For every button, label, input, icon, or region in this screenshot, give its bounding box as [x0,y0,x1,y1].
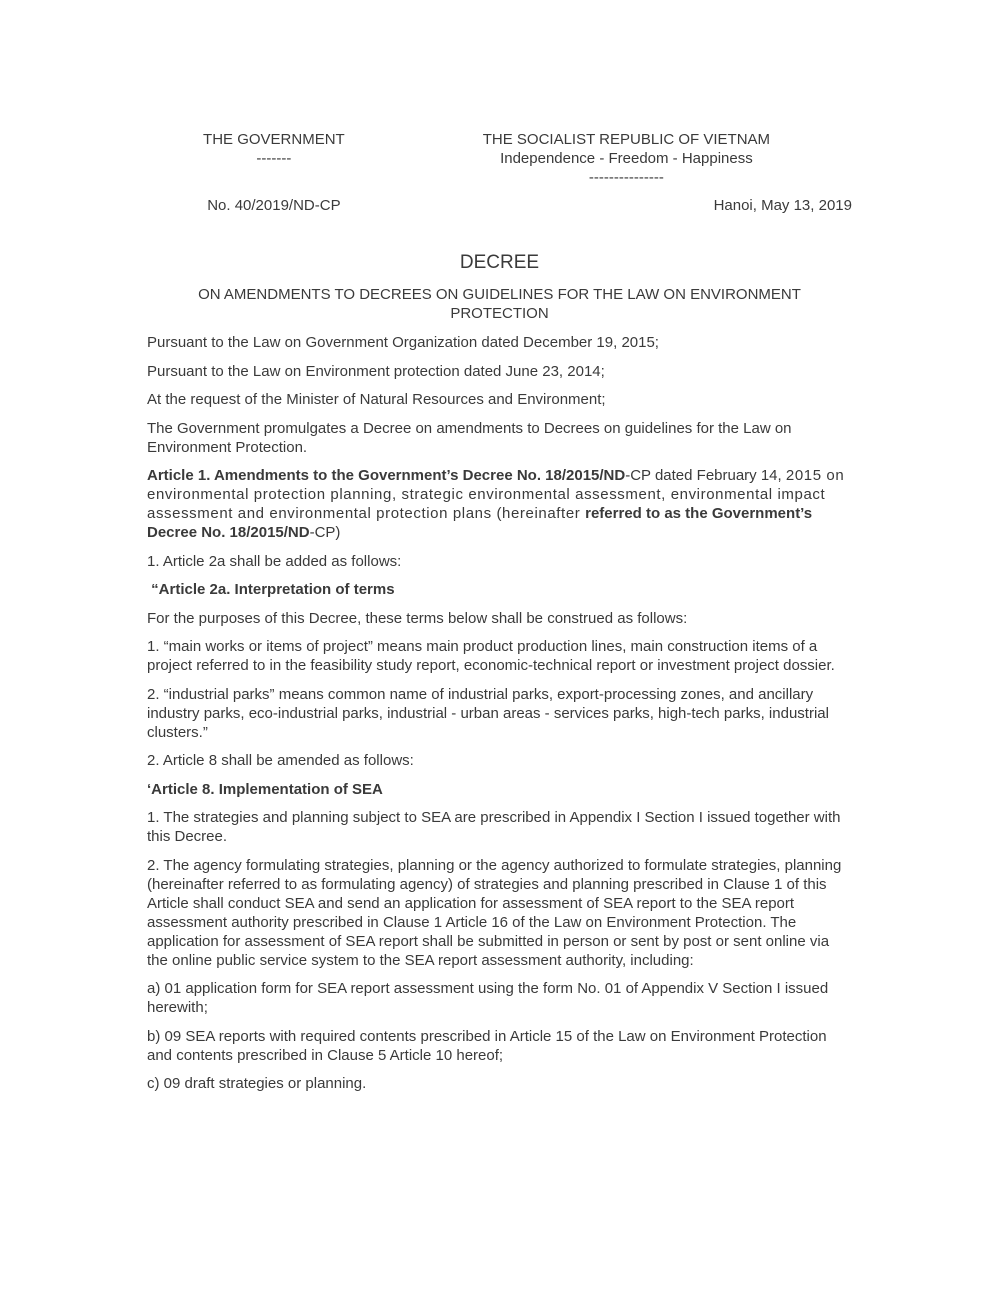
body-text: For the purposes of this Decree, these terms below shall be construed as follows: [147,609,688,627]
place-date: Hanoi, May 13, 2019 [713,197,852,214]
country-name: THE SOCIALIST REPUBLIC OF VIETNAM [482,131,771,148]
paragraph [147,1027,852,1065]
paragraph [147,390,852,409]
body-text: -CP) [309,524,341,541]
paragraph [147,685,852,742]
motto-rule: --------------- [588,169,664,186]
bold-text: ‘Article 8. Implementation of SEA [147,780,383,798]
bold-text: Article 1. Amendments to the Government’s Decree No. 18/2015/ND [147,467,626,484]
paragraph [147,1074,852,1093]
body-text: The Government promulgates a Decree on amendments to Decrees on guidelines for the Law on Environment Protection. [147,419,796,456]
doc-type-title: DECREE [459,252,540,273]
paragraph [147,856,852,970]
national-motto: Independence - Freedom - Happiness [500,150,753,167]
paragraph [147,979,852,1017]
body-text: 1. Article 2a shall be added as follows: [147,552,402,570]
document-header [147,130,852,187]
document-meta-row [147,196,852,215]
paragraph [147,609,852,628]
doc-subject: ON AMENDMENTS TO DECREES ON GUIDELINES FOR THE LAW ON ENVIRONMENT PROTECTION [198,286,801,322]
doc-number: No. 40/2019/ND-CP [207,197,341,214]
paragraph [147,637,852,675]
paragraph [147,751,852,770]
national-block [401,130,852,187]
body-text: 2. The agency formulating strategies, planning or the agency authorized to formulate strategies, planning (hereinafter referred to as formulating agency) of strategies and planning prescribed in Clause 1 of this Article shall conduct SEA and send an application for assessment of SEA report to the SEA report assessment authority prescribed in Clause 1 Article 16 of the Law on Environment Protection. The application for assessment of SEA report shall be submitted in person or sent by post or sent online via the online public service system to the SEA report assessment authority, including: [147,856,846,969]
paragraph [147,780,852,799]
body-text: 1. The strategies and planning subject to SEA are prescribed in Appendix I Section I issued together with this Decree. [147,809,845,845]
title-block [147,252,852,323]
paragraph [147,552,852,571]
body-text: -CP dated February 14, [625,467,786,484]
body-text: b) 09 SEA reports with required contents prescribed in Article 15 of the Law on Environment Protection and contents prescribed in Clause 5 Article 10 hereof; [147,1027,831,1064]
body-text: Pursuant to the Law on Environment protection dated June 23, 2014; [147,362,605,380]
body-text: At the request of the Minister of Natural Resources and Environment; [147,391,606,408]
issuer-name: THE GOVERNMENT [203,131,345,148]
paragraph [147,419,852,457]
paragraph [147,808,852,846]
paragraph [147,580,852,599]
body-text: a) 01 application form for SEA report assessment using the form No. 01 of Appendix V Section I issued herewith; [147,980,833,1016]
document-body [147,333,852,1093]
body-text: 1. “main works or items of project” means main product production lines, main construction items of a project referred to in the feasibility study report, economic-technical report or investment project dossier. [147,638,835,674]
paragraph [147,466,852,542]
body-text: 2015 on environmental protection planning, strategic environmental assessment, environmental impact assessment and environmental protection plans (hereinafter [147,467,850,522]
issuer-rule: ------- [256,150,292,167]
issuer-block [147,130,401,187]
body-text: c) 09 draft strategies or planning. [147,1075,367,1092]
bold-text: referred to as the Government’s Decree No. 18/2015/ND [147,505,817,541]
body-text: Pursuant to the Law on Government Organization dated December 19, 2015; [147,334,659,351]
bold-text: “Article 2a. Interpretation of terms [147,581,395,598]
paragraph [147,362,852,381]
body-text: 2. “industrial parks” means common name of industrial parks, export-processing zones, and ancillary industry parks, eco-industrial parks, industrial - urban areas - services parks, high-tech parks, industrial clusters.” [147,685,834,741]
body-text: 2. Article 8 shall be amended as follows: [147,752,414,769]
paragraph [147,333,852,352]
